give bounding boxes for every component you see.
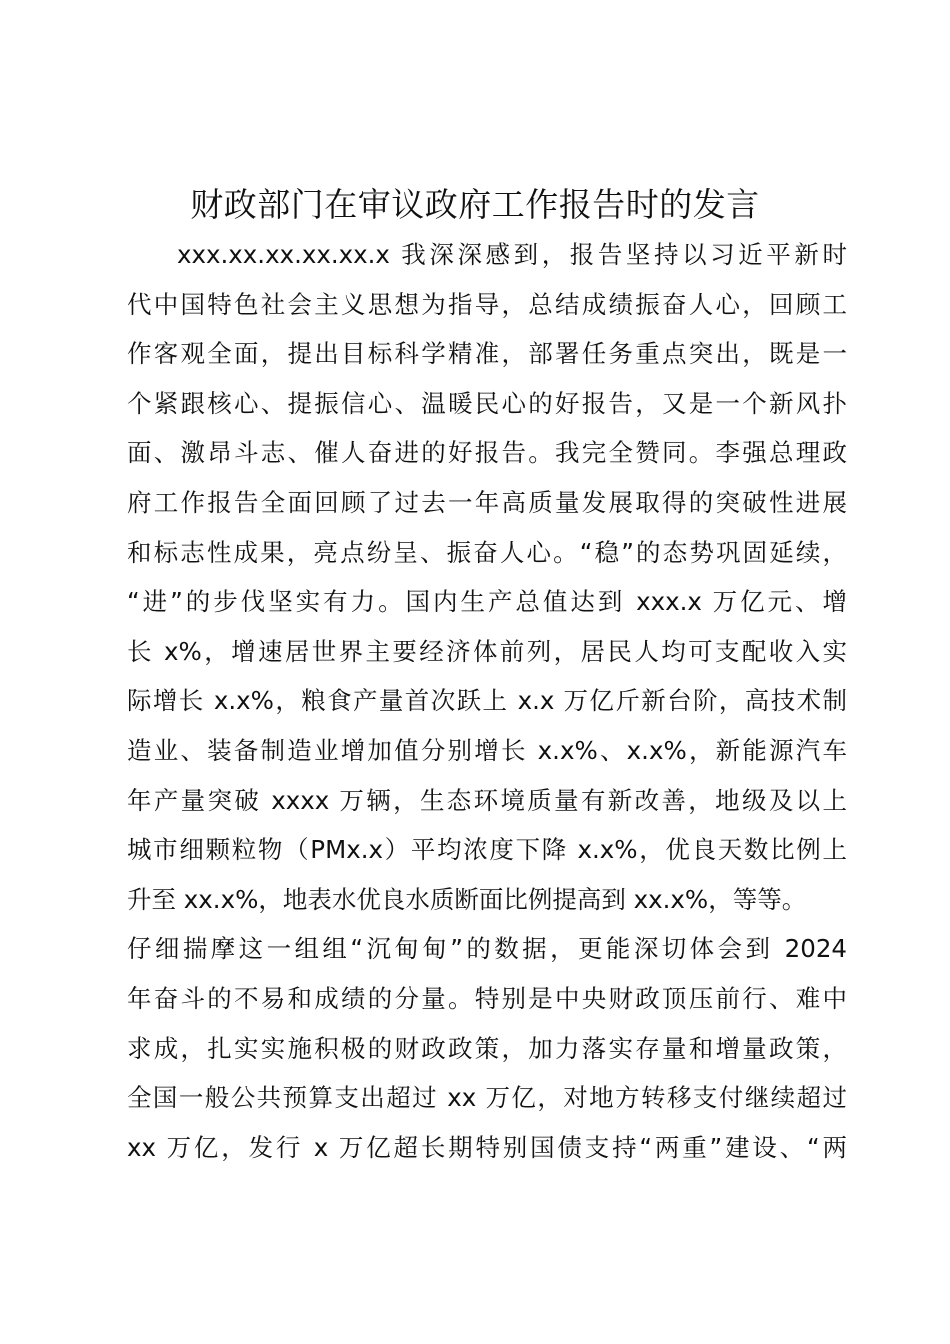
- body-line-19: xx 万亿，发行 x 万亿超长期特别国债支持“两重”建设、“两: [127, 1132, 847, 1162]
- body-line-3: 作客观全面，提出目标科学精准，部署任务重点突出，既是一: [127, 339, 847, 369]
- body-line-11: 造业、装备制造业增加值分别增长 x.x%、x.x%，新能源汽车: [127, 735, 847, 765]
- body-line-4: 个紧跟核心、提振信心、温暖民心的好报告，又是一个新风扑: [127, 388, 847, 418]
- body-line-6: 府工作报告全面回顾了过去一年高质量发展取得的突破性进展: [127, 487, 847, 517]
- body-line-10: 际增长 x.x%，粮食产量首次跃上 x.x 万亿斤新台阶，高技术制: [127, 686, 847, 716]
- body-line-1: xxx.xx.xx.xx.xx.x 我深深感到，报告坚持以习近平新时: [177, 240, 847, 269]
- body-line-5: 面、激昂斗志、催人奋进的好报告。我完全赞同。李强总理政: [127, 438, 847, 468]
- body-line-12: 年产量突破 xxxx 万辆，生态环境质量有新改善，地级及以上: [127, 785, 847, 815]
- body-line-18: 全国一般公共预算支出超过 xx 万亿，对地方转移支付继续超过: [127, 1083, 847, 1113]
- body-line-16: 年奋斗的不易和成绩的分量。特别是中央财政顶压前行、难中: [127, 983, 847, 1013]
- document-body: [127, 230, 847, 1172]
- body-line-7: 和标志性成果，亮点纷呈、振奋人心。“稳”的态势巩固延续，: [127, 537, 847, 567]
- body-line-15: 仔细揣摩这一组组“沉甸甸”的数据，更能深切体会到 2024: [127, 934, 847, 964]
- body-line-9: 长 x%，增速居世界主要经济体前列，居民人均可支配收入实: [127, 636, 847, 666]
- body-line-2: 代中国特色社会主义思想为指导，总结成绩振奋人心，回顾工: [127, 289, 847, 319]
- body-line-17: 求成，扎实实施积极的财政政策，加力落实存量和增量政策，: [127, 1033, 847, 1063]
- body-line-14: 升至 xx.x%，地表水优良水质断面比例提高到 xx.x%，等等。: [127, 884, 807, 914]
- document-title: 财政部门在审议政府工作报告时的发言: [190, 185, 760, 224]
- body-line-13: 城市细颗粒物（PMx.x）平均浓度下降 x.x%，优良天数比例上: [127, 835, 847, 865]
- body-line-8: “进”的步伐坚实有力。国内生产总值达到 xxx.x 万亿元、增: [127, 587, 847, 617]
